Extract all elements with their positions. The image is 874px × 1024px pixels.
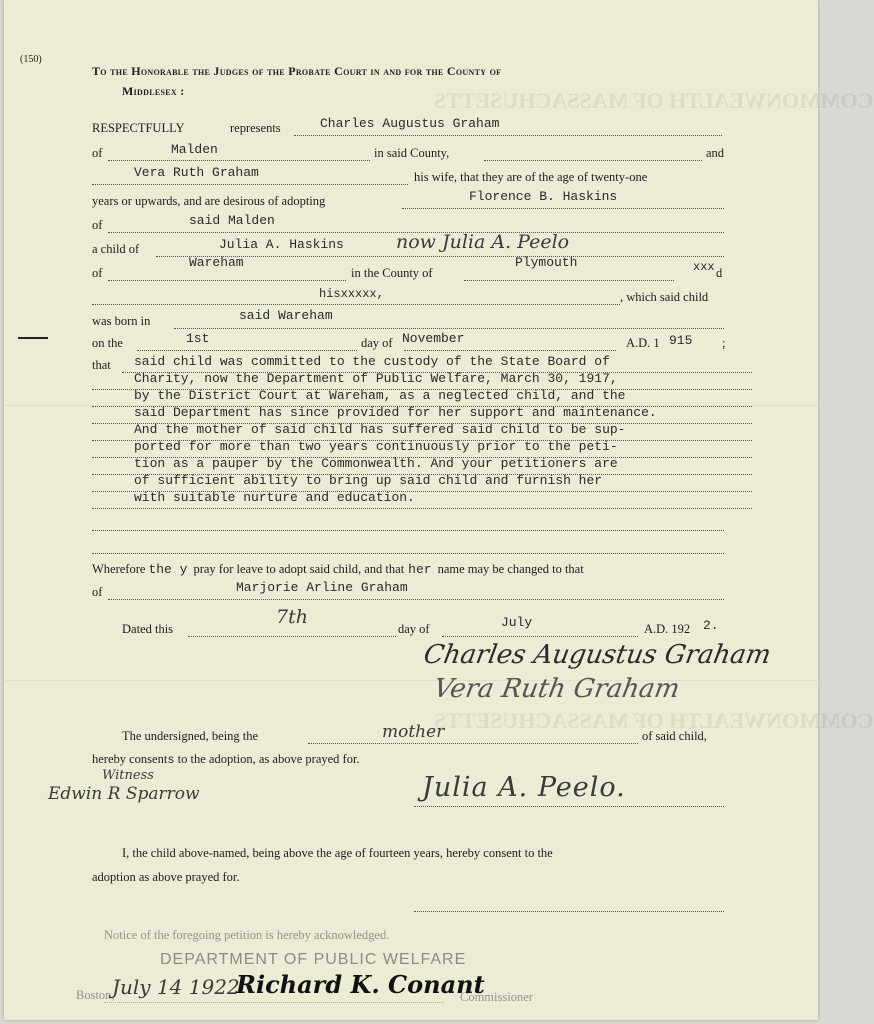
label-day-of: day of (361, 336, 393, 350)
label-child-consent-1: I, the child above-named, being above the age of fourteen years, hereby consent to the (122, 846, 553, 860)
label-in-said-county: in said County, (374, 146, 450, 160)
typed-wife: Vera Ruth Graham (134, 165, 259, 180)
label-on-the: on the (92, 336, 123, 350)
label-was-born-in: was born in (92, 314, 151, 328)
typed-he-y: he y (156, 562, 188, 577)
label-ad: A.D. 1 (626, 336, 660, 350)
body-line-4: said Department has since provided for her support and maintenance. (134, 405, 657, 420)
witness-name: Edwin R Sparrow (48, 784, 200, 804)
handwritten-ack-date: July 14 1922 (112, 975, 240, 999)
typed-dated-month: July (501, 615, 533, 630)
typed-adoptee-of: said Malden (189, 213, 275, 228)
label-commissioner: Commissioner (460, 990, 533, 1004)
body-line-3: by the District Court at Wareham, as a neglected child, and the (134, 388, 626, 403)
stamp-department: DEPARTMENT OF PUBLIC WELFARE (160, 951, 467, 968)
typed-xxx: xxx (693, 260, 715, 274)
typed-parent: Julia A. Haskins (219, 237, 344, 252)
label-dated-this: Dated this (122, 622, 174, 636)
typed-dated-year: 2. (703, 618, 719, 633)
label-years-or-upwards: years or upwards, and are desirous of adopting (92, 194, 326, 208)
label-of-3: of (92, 266, 103, 280)
header-line-1: To the Honorable the Judges of the Probate Court in and for the County of (92, 64, 502, 78)
signature-commissioner: Richard K. Conant (236, 970, 485, 999)
label-semicolon: ; (722, 336, 726, 350)
typed-her: her (408, 562, 432, 577)
form-number: (150) (20, 54, 42, 65)
typed-birth-day: 1st (186, 331, 210, 346)
label-of: of (92, 146, 103, 160)
label-notice: Notice of the foregoing petition is hereby acknowledged. (104, 928, 390, 942)
body-line-5: And the mother of said child has suffered said child to be sup- (134, 422, 626, 437)
label-wherefore: Wherefore the y pray for leave to adopt said child, and that her name may be changed to that (92, 562, 584, 577)
body-line-8: of sufficient ability to bring up said child and furnish her (134, 473, 603, 488)
body-line-2: Charity, now the Department of Public Welfare, March 30, 1917, (134, 371, 618, 386)
handwritten-relation: mother (382, 722, 445, 742)
label-represents: represents (230, 121, 281, 135)
body-line-6: ported for more than two years continuously prior to the peti- (134, 439, 618, 454)
typed-new-name: Marjorie Arline Graham (236, 580, 408, 595)
label-in-the-county-of: in the County of (351, 266, 433, 280)
typed-adoptee: Florence B. Haskins (469, 189, 618, 204)
witness-label: Witness (102, 768, 154, 783)
body-line-9: with suitable nurture and education. (134, 490, 415, 505)
label-that: that (92, 358, 111, 372)
label-respectfully: RESPECTFULLY (92, 121, 185, 135)
handwritten-parent-now: now Julia A. Peelo (396, 231, 570, 253)
typed-s: s (167, 753, 175, 767)
label-child-consent-2: adoption as above prayed for. (92, 870, 240, 884)
label-boston: Boston, (76, 988, 115, 1002)
body-line-7: tion as a pauper by the Commonwealth. And your petitioners are (134, 456, 618, 471)
typed-parent-county: Plymouth (515, 255, 578, 270)
margin-mark (18, 337, 48, 339)
label-of-said-child: of said child, (642, 729, 707, 743)
signature-mother: Julia A. Peelo. (422, 772, 626, 803)
typed-birthplace: said Wareham (239, 308, 333, 323)
label-ad-192: A.D. 192 (644, 622, 691, 636)
typed-his-wife-struck: hisxxxxx, (319, 287, 384, 301)
label-of-2: of (92, 218, 103, 232)
label-undersigned: The undersigned, being the (122, 729, 259, 743)
handwritten-dated-day: 7th (276, 606, 308, 628)
typed-birth-year: 915 (669, 333, 693, 348)
label-and: and (706, 146, 725, 160)
body-line-1: said child was committed to the custody of the State Board of (134, 354, 610, 369)
label-of-4: of (92, 585, 103, 599)
struck-d: d (716, 266, 723, 280)
header-line-2: Middlesex : (122, 84, 185, 98)
typed-birth-month: November (402, 331, 465, 346)
typed-petitioner: Charles Augustus Graham (320, 116, 500, 131)
bleedthrough-text-bottom: COMMONWEALTH OF MASSACHUSETTS (434, 708, 874, 733)
fold-line (4, 680, 818, 681)
petition-document (4, 0, 874, 1020)
signature-vera: Vera Ruth Graham (431, 674, 683, 704)
label-day-of-2: day of (398, 622, 430, 636)
typed-t: t (148, 562, 157, 577)
label-hereby-consents: hereby consents to the adoption, as above prayed for. (92, 752, 360, 767)
bleedthrough-text-top: COMMONWEALTH OF MASSACHUSETTS (434, 88, 874, 113)
typed-residence: Malden (171, 142, 218, 157)
label-his-wife: his wife, that they are of the age of twenty-one (414, 170, 648, 184)
signature-charles: Charles Augustus Graham (421, 640, 774, 670)
label-a-child-of: a child of (92, 242, 140, 256)
typed-parent-town: Wareham (189, 255, 244, 270)
label-which-said-child: , which said child (620, 290, 709, 304)
